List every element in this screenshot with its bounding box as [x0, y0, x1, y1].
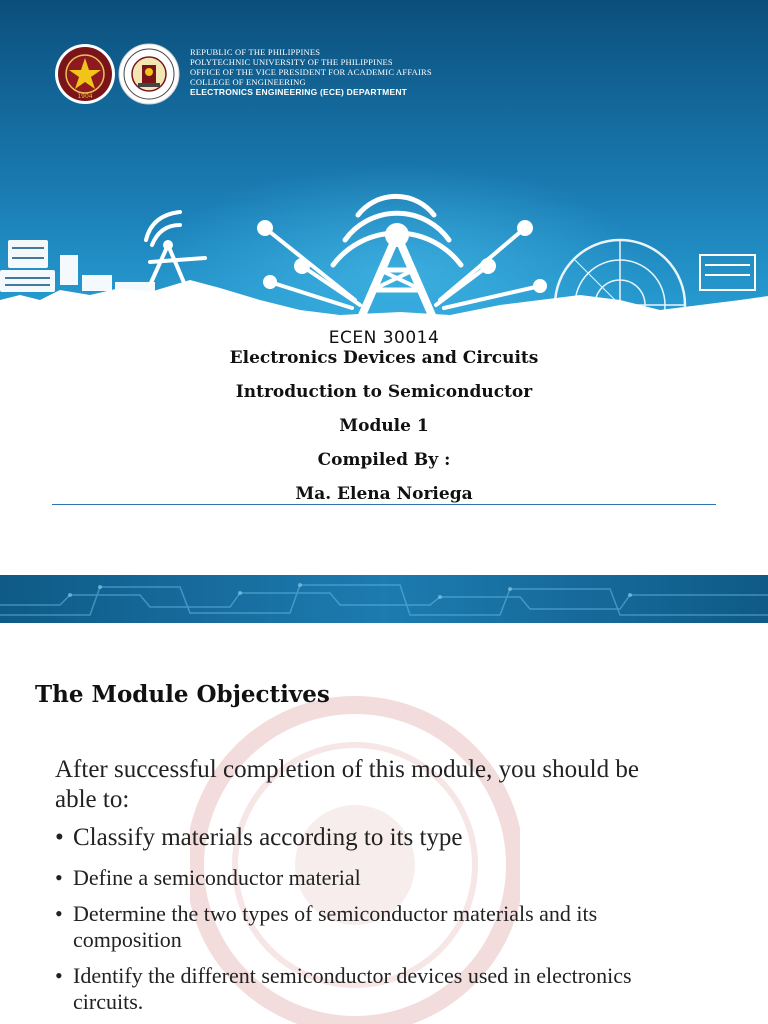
- header-line: COLLEGE OF ENGINEERING: [190, 77, 306, 87]
- objective-item: • Identify the different semiconductor devices used in electronics circuits.: [55, 963, 675, 1015]
- module-label: Module 1: [339, 416, 429, 436]
- objective-item: • Classify materials according to its type: [55, 823, 675, 853]
- college-of-engineering-seal-logo: [118, 43, 180, 105]
- department-name: ELECTRONICS ENGINEERING (ECE) DEPARTMENT: [190, 87, 408, 97]
- compiled-by-label: Compiled By :: [317, 450, 451, 470]
- title-divider: [52, 504, 716, 505]
- institution-header: [190, 47, 432, 97]
- course-title: Electronics Devices and Circuits: [229, 348, 539, 368]
- header-band: [0, 575, 768, 623]
- header-line: REPUBLIC OF THE PHILIPPINES: [190, 47, 321, 57]
- header-line: POLYTECHNIC UNIVERSITY OF THE PHILIPPINES: [190, 57, 393, 67]
- author-name: Ma. Elena Noriega: [295, 484, 473, 504]
- header-line: OFFICE OF THE VICE PRESIDENT FOR ACADEMIC AFFAIRS: [190, 67, 432, 77]
- objectives-slide: [0, 575, 768, 1024]
- objective-item: • Define a semiconductor material: [55, 865, 675, 891]
- course-code: ECEN 30014: [328, 328, 440, 348]
- objective-item: • Determine the two types of semiconductor materials and its composition: [55, 901, 675, 953]
- objectives-intro: After successful completion of this module, you should be able to:: [55, 756, 639, 813]
- slide-title: The Module Objectives: [35, 681, 330, 708]
- objectives-list: [55, 823, 675, 1015]
- slide-subtitle: Introduction to Semiconductor: [235, 382, 533, 402]
- logo1-year: 1904: [77, 93, 93, 100]
- pup-seal-logo: [54, 43, 116, 105]
